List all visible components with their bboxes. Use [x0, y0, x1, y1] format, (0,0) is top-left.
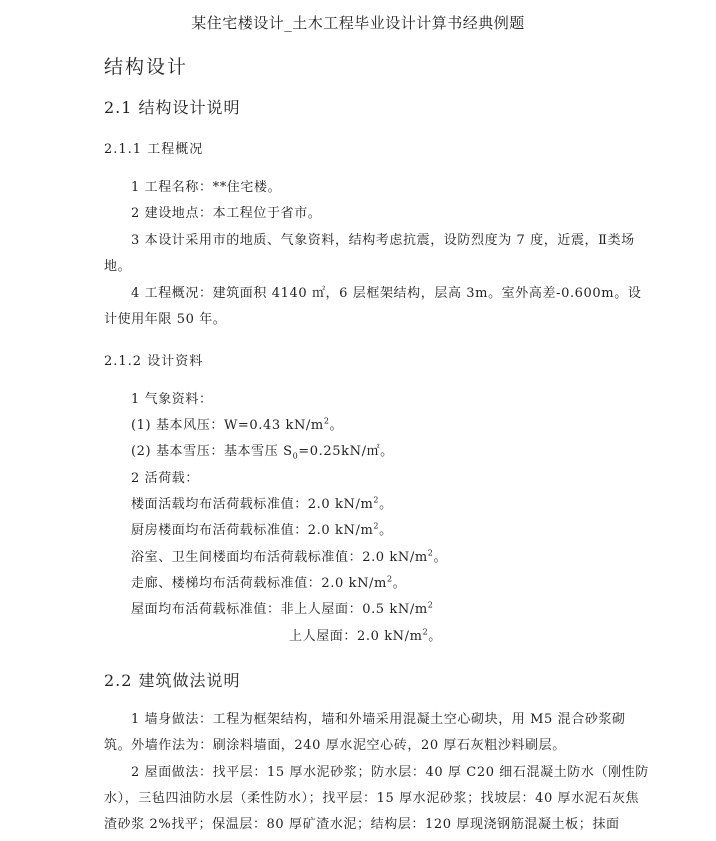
section-heading-2-1-1: 2.1.1 工程概况 — [104, 142, 204, 157]
live-load-corridor: 走廊、楼梯均布活荷载标准值：2.0 $kN/m^2$。 — [131, 574, 407, 591]
section-heading-2-1: 2.1 结构设计说明 — [104, 98, 241, 117]
live-load-roof-unaccessible: 屋面均布活荷载标准值：非上人屋面：0.5 $kN/m^2$ — [131, 600, 434, 617]
overview-item-3: 3 本设计采用市的地质、气象资料，结构考虑抗震，设防烈度为 7 度，近震，Ⅱ类场地。 — [104, 233, 635, 274]
live-load-roof-accessible: 上人屋面：2.0 $kN/m^2$。 — [289, 627, 442, 644]
overview-item-4: 4 工程概况：建筑面积 4140 ㎡，6 层框架结构，层高 3m。室外高差-0.600m。设计使用年限 50 年。 — [104, 286, 642, 327]
construction-item-2: 2 屋面做法：找平层：15 厚水泥砂浆；防水层：40 厚 C20 细石混凝土防水（刚性防水），三毡四油防水层（柔性防水）；找平层：15 厚水泥砂浆；找坡层：40 厚水泥石灰焦渣砂浆 2%找平；保温层：80 厚矿渣水泥；结构层：120 厚现浇钢筋混凝土板；抹面 — [104, 765, 649, 832]
live-load-title: 2 活荷载： — [131, 471, 200, 486]
overview-item-2: 2 建设地点：本工程位于省市。 — [131, 206, 322, 221]
section-heading-2-1-2: 2.1.2 设计资料 — [104, 354, 204, 369]
document-header: 某住宅楼设计_土木工程毕业设计计算书经典例题 — [191, 14, 525, 32]
construction-item-1: 1 墙身做法：工程为框架结构，墙和外墙采用混凝土空心砌块，用 M5 混合砂浆砌筑。外墙作法为：刷涂料墙面，240 厚水泥空心砖，20 厚石灰粗沙料刷层。 — [104, 712, 626, 753]
climate-title: 1 气象资料： — [131, 392, 213, 407]
overview-item-1: 1 工程名称：**住宅楼。 — [131, 180, 282, 195]
wind-pressure: (1) 基本风压：W=0.43 $kN/m^2$。 — [131, 416, 344, 433]
snow-pressure: (2) 基本雪压：基本雪压 $S_0=0.25kN/㎡$。 — [131, 444, 394, 461]
live-load-floor: 楼面活载均布活荷载标准值：2.0 $kN/m^2$。 — [131, 495, 393, 512]
live-load-kitchen: 厨房楼面均布活荷载标准值：2.0 $kN/m^2$。 — [131, 521, 393, 538]
live-load-bathroom: 浴室、卫生间楼面均布活荷载标准值：2.0 $kN/m^2$。 — [131, 548, 448, 565]
section-heading-2-2: 2.2 建筑做法说明 — [104, 671, 241, 690]
chapter-title: 结构设计 — [104, 56, 189, 78]
